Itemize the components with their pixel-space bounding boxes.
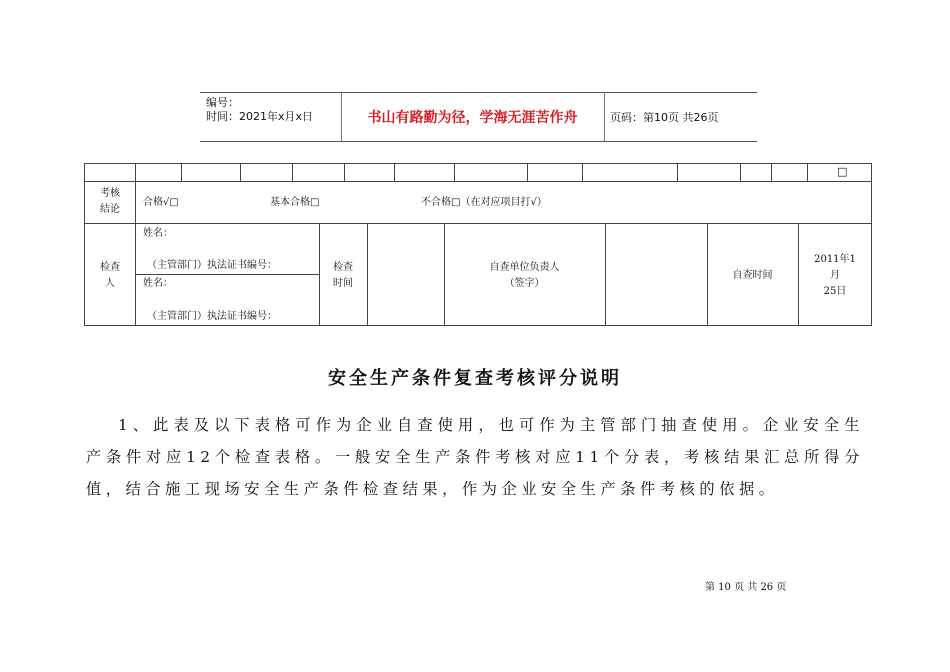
- table-rule: [394, 164, 395, 181]
- check-time-label-line: 时间: [333, 278, 353, 289]
- self-check-date-line: 2011年1: [814, 254, 856, 265]
- table-rule: [677, 164, 678, 181]
- date-label: 时间：2021年x月x日: [206, 110, 314, 123]
- table-rule: [605, 223, 606, 325]
- inspector-cert-1: （主管部门）执法证书编号：: [147, 260, 277, 271]
- self-time-label: 自查时间: [732, 270, 773, 281]
- table-rule: [135, 223, 136, 325]
- table-rule: [527, 164, 528, 181]
- table-rule: [85, 223, 871, 224]
- table-rule: [135, 181, 136, 223]
- inspector-name-2: 姓名：: [143, 278, 173, 289]
- option-pass: 合格√□: [143, 197, 179, 208]
- self-responsible-line: （签字）: [504, 278, 545, 289]
- self-check-date-line: 25日: [823, 286, 847, 297]
- self-responsible-label: [444, 260, 605, 292]
- page-label: 页码：第10页 共26页: [610, 111, 719, 124]
- inspector-name-1: 姓名：: [143, 228, 173, 239]
- inspector-cert-2: （主管部门）执法证书编号：: [147, 311, 277, 322]
- option-fail: 不合格□（在对应项目打√）: [421, 197, 547, 208]
- self-check-date-line: 月: [830, 270, 840, 281]
- table-rule: [771, 164, 772, 181]
- conclusion-label: [85, 186, 135, 218]
- table-rule: [135, 164, 136, 181]
- page-footer: 第 10 页 共 26 页: [705, 582, 787, 593]
- conclusion-label-line: 考核: [100, 188, 120, 199]
- self-responsible-line: 自查单位负责人: [489, 262, 560, 273]
- option-basic-pass: 基本合格□: [270, 197, 320, 208]
- inspection-table: [84, 163, 872, 326]
- table-rule: [344, 164, 345, 181]
- table-rule: [740, 164, 741, 181]
- motto: 书山有路勤为径，学海无涯苦作舟: [367, 110, 578, 126]
- inspector-label-line: 人: [105, 278, 115, 289]
- check-time-label-line: 检查: [333, 262, 353, 273]
- table-rule: [367, 223, 368, 325]
- header-meta: [206, 96, 313, 124]
- checkbox-icon: □: [837, 165, 848, 178]
- inspector-label-line: 检查: [100, 262, 120, 273]
- self-check-date: [798, 252, 872, 300]
- document-header: [200, 92, 757, 142]
- inspector-label: [85, 260, 135, 292]
- table-rule: [135, 274, 319, 275]
- table-rule: [582, 164, 583, 181]
- explanation-paragraph: 1、此表及以下表格可作为企业自查使用，也可作为主管部门抽查使用。企业安全生产条件对应12个检查表格。一般安全生产条件考核对应11个分表，考核结果汇总所得分值，结合施工现场安全生产条件检查结果，作为企业安全生产条件考核的依据。: [86, 416, 864, 498]
- serial-label: 编号：: [206, 96, 239, 109]
- conclusion-label-line: 结论: [100, 204, 120, 215]
- table-rule: [181, 164, 182, 181]
- section-title: 安全生产条件复查考核评分说明: [328, 368, 622, 389]
- table-rule: [85, 181, 871, 182]
- header-divider: [604, 93, 605, 141]
- table-rule: [292, 164, 293, 181]
- table-rule: [240, 164, 241, 181]
- check-time-label: [319, 260, 367, 292]
- table-rule: [807, 164, 808, 181]
- table-rule: [454, 164, 455, 181]
